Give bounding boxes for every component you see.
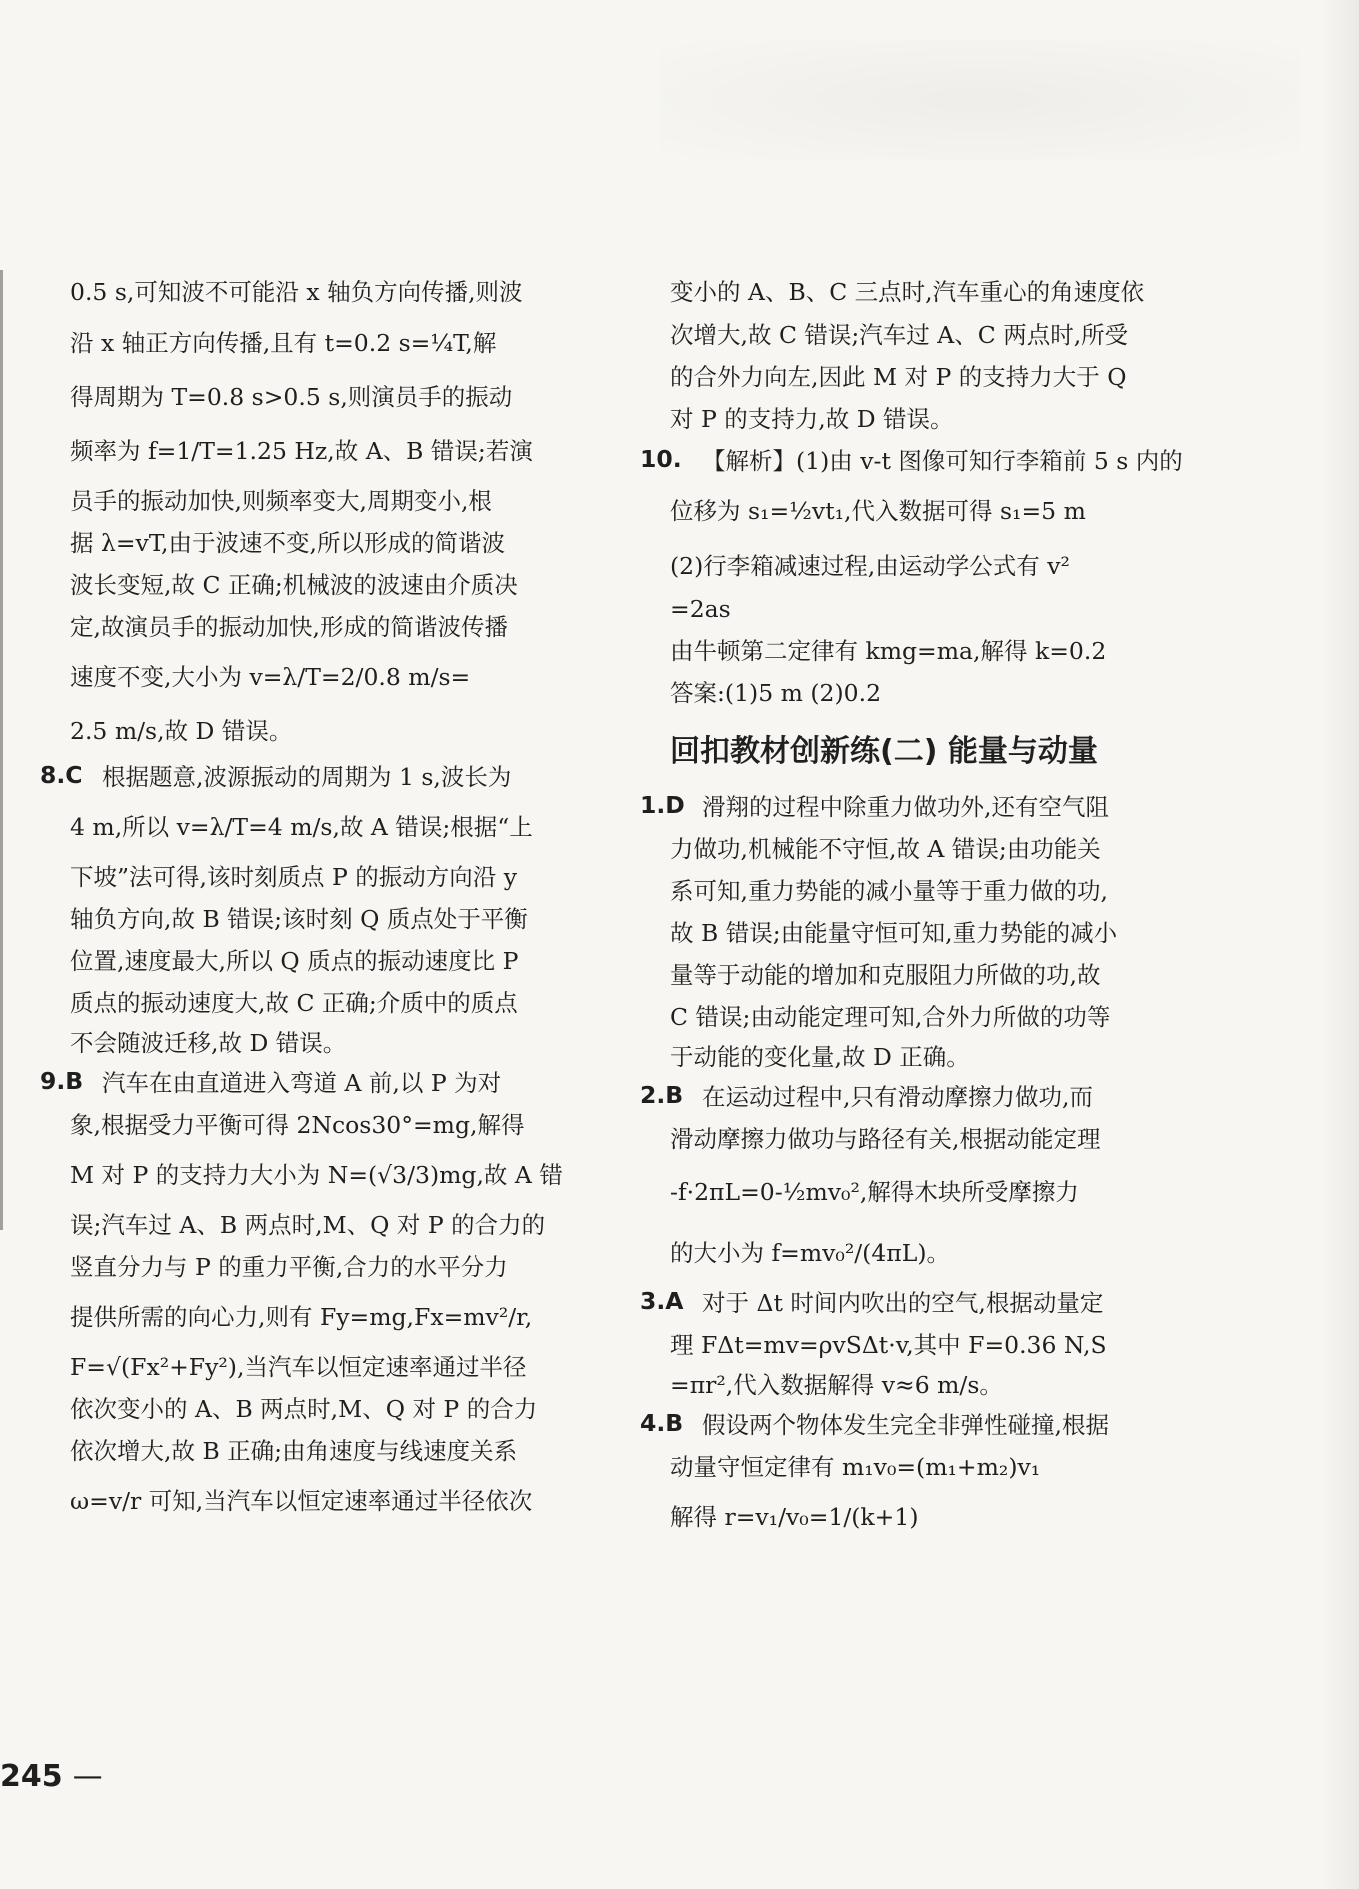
- answer-text: 【解析】(1)由 v-t 图像可知行李箱前 5 s 内的: [702, 447, 1183, 475]
- left-column: [40, 268, 608, 1528]
- text-line: [640, 438, 1232, 480]
- text-line: [640, 1074, 1232, 1116]
- text-line: 对 P 的支持力,故 D 错误。: [670, 405, 954, 433]
- text-line: 滑动摩擦力做功与路径有关,根据动能定理: [670, 1125, 1101, 1153]
- text-line: C 错误;由动能定理可知,合外力所做的功等: [670, 1003, 1111, 1031]
- text-line: (2)行李箱减速过程,由运动学公式有 v²: [670, 552, 1070, 580]
- text-line: 力做功,机械能不守恒,故 A 错误;由功能关: [670, 835, 1101, 863]
- text-line: 故 B 错误;由能量守恒可知,重力势能的减小: [670, 919, 1118, 947]
- text-line: 速度不变,大小为 v=λ/T=2/0.8 m/s=: [70, 663, 471, 691]
- text-line: M 对 P 的支持力大小为 N=(√3/3)mg,故 A 错: [70, 1161, 563, 1189]
- text-line: 由牛顿第二定律有 kmg=ma,解得 k=0.2: [670, 637, 1107, 665]
- text-line: 提供所需的向心力,则有 Fy=mg,Fx=mv²/r,: [70, 1303, 533, 1331]
- text-line: 答案:(1)5 m (2)0.2: [670, 679, 882, 707]
- right-column: [640, 268, 1232, 1544]
- text-line: 得周期为 T=0.8 s>0.5 s,则演员手的振动: [70, 383, 513, 411]
- text-line: 定,故演员手的振动加快,形成的简谐波传播: [70, 613, 508, 641]
- question-number: 10.: [640, 445, 682, 473]
- question-number: 1.D: [640, 791, 685, 819]
- text-line: 位移为 s₁=½vt₁,代入数据可得 s₁=5 m: [670, 497, 1086, 525]
- page-number: [0, 1759, 103, 1794]
- text-line: 不会随波迁移,故 D 错误。: [70, 1029, 347, 1057]
- answer-text: 根据题意,波源振动的周期为 1 s,波长为: [102, 763, 512, 791]
- page-edge-shadow: [1319, 0, 1359, 1889]
- text-line: 解得 r=v₁/v₀=1/(k+1): [670, 1503, 919, 1531]
- text-line: 据 λ=vT,由于波速不变,所以形成的简谐波: [70, 529, 505, 557]
- text-line: 轴负方向,故 B 错误;该时刻 Q 质点处于平衡: [70, 905, 528, 933]
- page-number-dash: —: [72, 1759, 103, 1794]
- text-line: 2.5 m/s,故 D 错误。: [70, 717, 293, 745]
- text-line: [40, 754, 608, 796]
- text-line: 竖直分力与 P 的重力平衡,合力的水平分力: [70, 1253, 508, 1281]
- answer-text: 汽车在由直道进入弯道 A 前,以 P 为对: [102, 1069, 502, 1097]
- text-line: 波长变短,故 C 正确;机械波的波速由介质决: [70, 571, 518, 599]
- text-line: [640, 1280, 1232, 1322]
- text-line: 系可知,重力势能的减小量等于重力做的功,: [670, 877, 1108, 905]
- text-line: 质点的振动速度大,故 C 正确;介质中的质点: [70, 989, 518, 1017]
- text-line: =πr²,代入数据解得 v≈6 m/s。: [670, 1371, 1003, 1399]
- question-number: 4.B: [640, 1409, 684, 1437]
- text-line: 0.5 s,可知波不可能沿 x 轴负方向传播,则波: [70, 278, 523, 306]
- text-line: 下坡”法可得,该时刻质点 P 的振动方向沿 y: [70, 863, 517, 891]
- text-line: 4 m,所以 v=λ/T=4 m/s,故 A 错误;根据“上: [70, 813, 533, 841]
- text-line: [640, 1402, 1232, 1444]
- text-line: 沿 x 轴正方向传播,且有 t=0.2 s=¼T,解: [70, 329, 497, 357]
- answer-text: 在运动过程中,只有滑动摩擦力做功,而: [702, 1083, 1093, 1111]
- text-line: 的大小为 f=mv₀²/(4πL)。: [670, 1239, 951, 1267]
- text-line: 的合外力向左,因此 M 对 P 的支持力大于 Q: [670, 363, 1127, 391]
- binding-edge: [0, 270, 13, 1230]
- text-line: [40, 1060, 608, 1102]
- question-number: 9.B: [40, 1067, 84, 1095]
- text-line: 位置,速度最大,所以 Q 质点的振动速度比 P: [70, 947, 519, 975]
- text-line: ω=v/r 可知,当汽车以恒定速率通过半径依次: [70, 1487, 533, 1515]
- text-line: [640, 784, 1232, 826]
- answer-text: 滑翔的过程中除重力做功外,还有空气阻: [702, 793, 1109, 821]
- question-number: 8.C: [40, 761, 83, 789]
- text-line: 于动能的变化量,故 D 正确。: [670, 1043, 970, 1071]
- section-heading: 回扣教材创新练(二) 能量与动量: [670, 734, 1098, 769]
- text-line: 量等于动能的增加和克服阻力所做的功,故: [670, 961, 1101, 989]
- text-line: 依次变小的 A、B 两点时,M、Q 对 P 的合力: [70, 1395, 538, 1423]
- text-line: 频率为 f=1/T=1.25 Hz,故 A、B 错误;若演: [70, 437, 533, 465]
- text-line: 员手的振动加快,则频率变大,周期变小,根: [70, 487, 492, 515]
- text-line: 理 FΔt=mv=ρvSΔt·v,其中 F=0.36 N,S: [670, 1331, 1107, 1359]
- text-line: F=√(Fx²+Fy²),当汽车以恒定速率通过半径: [70, 1353, 527, 1381]
- answer-text: 对于 Δt 时间内吹出的空气,根据动量定: [702, 1289, 1104, 1317]
- text-line: 变小的 A、B、C 三点时,汽车重心的角速度依: [670, 278, 1145, 306]
- text-line: 象,根据受力平衡可得 2Ncos30°=mg,解得: [70, 1111, 525, 1139]
- question-number: 2.B: [640, 1081, 684, 1109]
- text-line: 动量守恒定律有 m₁v₀=(m₁+m₂)v₁: [670, 1453, 1041, 1481]
- text-line: 次增大,故 C 错误;汽车过 A、C 两点时,所受: [670, 321, 1129, 349]
- answer-text: 假设两个物体发生完全非弹性碰撞,根据: [702, 1411, 1109, 1439]
- scan-shadow: [660, 40, 1300, 160]
- page-number-value: 245: [0, 1759, 63, 1794]
- text-line: =2as: [670, 595, 731, 623]
- text-line: -f·2πL=0-½mv₀²,解得木块所受摩擦力: [670, 1178, 1079, 1206]
- text-line: 依次增大,故 B 正确;由角速度与线速度关系: [70, 1437, 518, 1465]
- text-line: 误;汽车过 A、B 两点时,M、Q 对 P 的合力的: [70, 1211, 546, 1239]
- question-number: 3.A: [640, 1287, 684, 1315]
